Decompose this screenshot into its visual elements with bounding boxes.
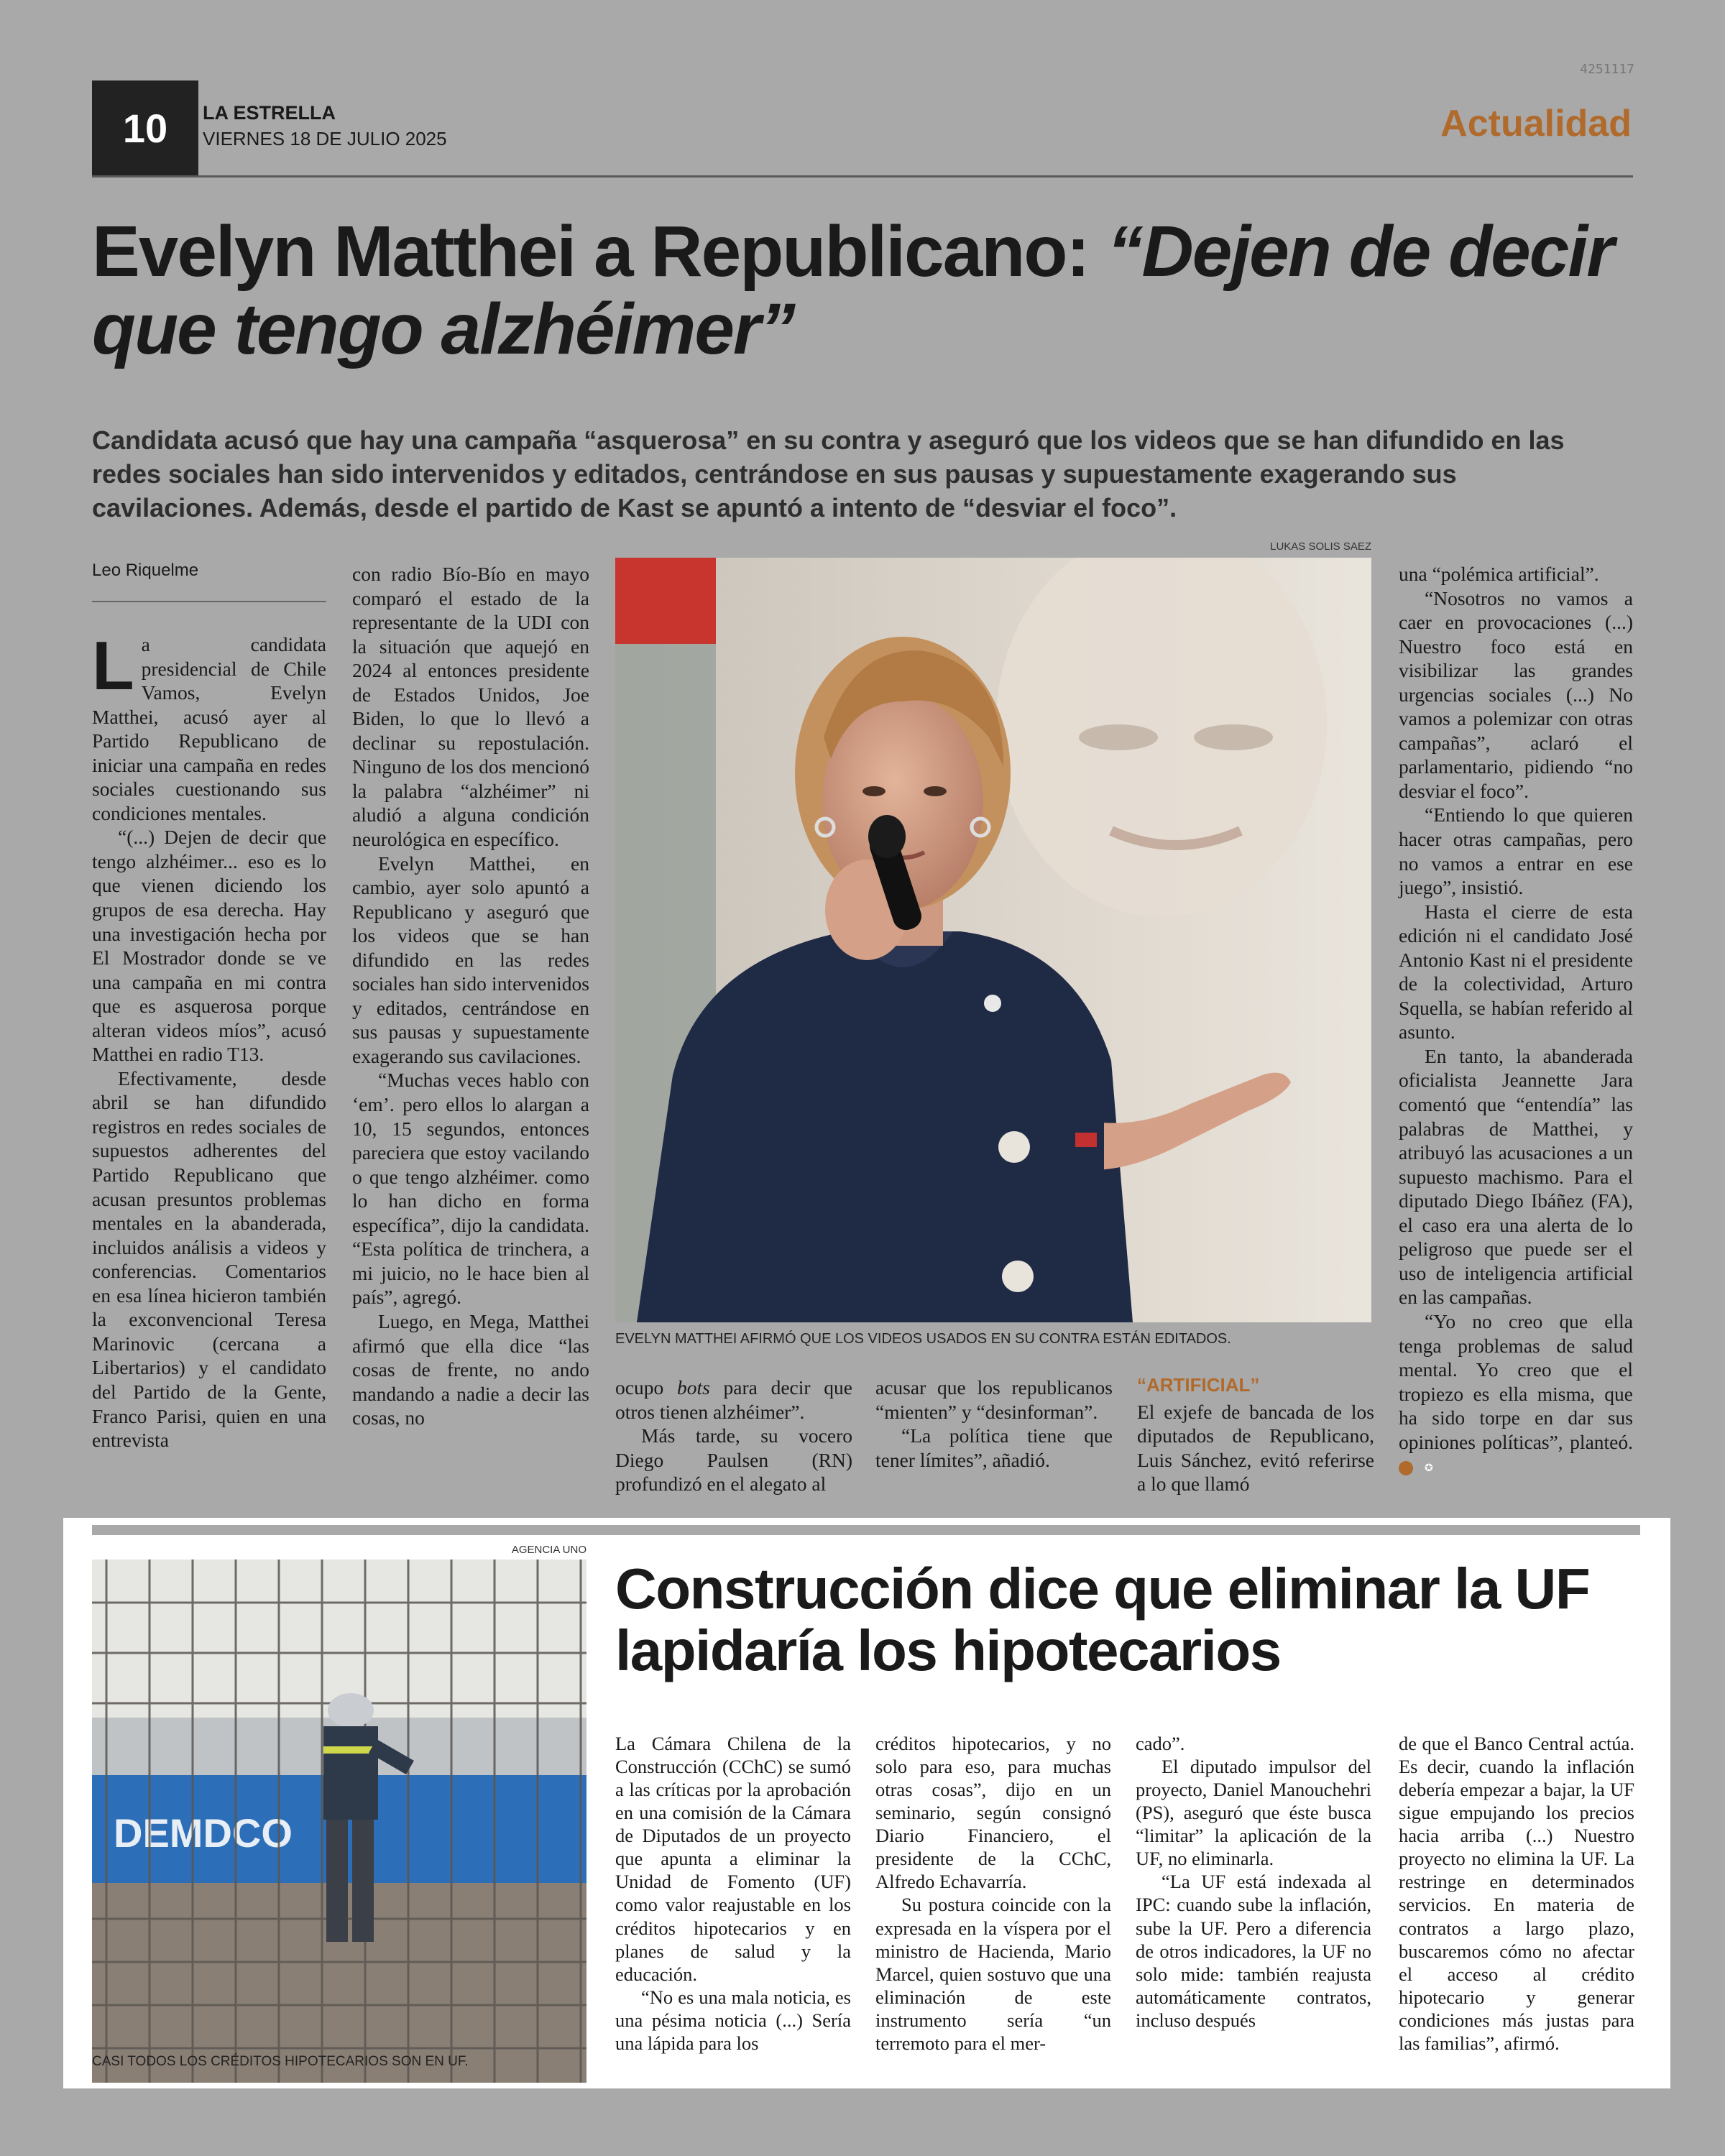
article1-col1-p3: Efectivamente, desde abril se han difundido registros en redes sociales de supuestos adherentes del Partido Republicano que acusan presuntos problemas mentales en la abanderada, incluidos análisis a videos y conferencias. Comentarios en esa línea hicieron también la exconvencional Teresa Marinovic (cercana a Libertarios) y el candidato del Partido de la Gente, Franco Parisi, quien en una entrevista: [92, 1067, 326, 1452]
article1-column-4: [875, 1376, 1113, 1472]
main-headline: [92, 213, 1637, 368]
photo2-credit: AGENCIA UNO: [511, 1544, 586, 1556]
end-of-article-icon: ✪: [1399, 1461, 1413, 1475]
article1-col2-p1: con radio Bío-Bío en mayo comparó el estado de la representante de la UDI con la situación que aquejó en 2024 al entonces presidente de Estados Unidos, Joe Biden, lo que lo llevó a declinar su repostulación. Ninguno de los dos mencionó la palabra “alzhéimer” ni aludió a alguna condición neurológica en específico.: [352, 563, 589, 851]
construction-photo: [92, 1560, 586, 2083]
article1-col4-p2: “La política tiene que tener límites”, añadió.: [875, 1424, 1113, 1471]
headline-quote: “Dejen de decir que tengo alzhéimer”: [92, 211, 1614, 369]
article1-col3-bots: bots: [676, 1376, 710, 1399]
article1-col1-p1: [92, 627, 326, 825]
article1-col2-p2: Evelyn Matthei, en cambio, ayer solo apuntó a Republicano y aseguró que los videos que se han difundido en las redes sociales han sido intervenidos y editados, centrándose en sus pausas y supuestamente exagerando sus cavilaciones.: [352, 852, 589, 1067]
article1-column-5: [1137, 1374, 1374, 1496]
article2-col2-p1: créditos hipotecarios, y no solo para eso, para muchas otras cosas”, dijo en un seminario, según consignó Diario Financiero, el presidente de la CChC, Alfredo Echavarría.: [875, 1733, 1111, 1893]
article2-col3-p3: “La UF está indexada al IPC: cuando sube la inflación, sube la UF. Pero a diferencia de otros indicadores, la UF no solo mide: también reajusta automáticamente contratos, incluso después: [1136, 1871, 1371, 2031]
article1-col3-p1c: para decir que otros tienen alzhéimer”.: [615, 1376, 852, 1423]
article-deck: Candidata acusó que hay una campaña “asquerosa” en su contra y aseguró que los videos que se han difundido en las redes sociales han sido intervenidos y editados, centrándose en sus pausas y supuestamente exagerando sus cavilaciones. Además, desde el partido de Kast se apuntó a intento de “desviar el foco”.: [92, 425, 1565, 522]
article1-col1-p1-text: a candidata presidencial de Chile Vamos, Evelyn Matthei, acusó ayer al Partido Republicano de iniciar una campaña en redes sociales cuestionando sus condiciones mentales.: [92, 633, 326, 824]
photo-caption: EVELYN MATTHEI AFIRMÓ QUE LOS VIDEOS USADOS EN SU CONTRA ESTÁN EDITADOS.: [615, 1331, 1231, 1347]
main-photo: [615, 558, 1371, 1322]
article1-col3-p1a: ocupo: [615, 1376, 677, 1399]
article1-col5-p1: El exjefe de bancada de los diputados de Republicano, Luis Sánchez, evitó referirse a lo que llamó: [1137, 1400, 1374, 1496]
article1-col6-p5: En tanto, la abanderada oficialista Jeannette Jara comentó que “entendía” las palabras de Matthei, y atribuyó las acusaciones a un supuesto machismo. Para el diputado Diego Ibáñez (FA), el caso era una alerta de lo peligroso que puede ser el uso de inteligencia artificial en las campañas.: [1399, 1044, 1633, 1309]
box-top-rule: [92, 1525, 1640, 1535]
article1-col2-p4: Luego, en Mega, Matthei afirmó que ella dice “las cosas de frente, no ando mandando a nadie a decir las cosas, no: [352, 1309, 589, 1429]
article1-col6-p2: “Nosotros no vamos a caer en provocaciones (...) Nuestro foco está en visibilizar las grandes urgencias sociales (...) No vamos a polemizar con otras campañas”, aclaró el parlamentario, pidiendo “no desviar el foco”.: [1399, 586, 1633, 802]
article2-column-4: [1399, 1732, 1634, 2055]
photo-sign-text: DEMDCO: [114, 1810, 293, 1856]
article1-column-6: [1399, 562, 1633, 1478]
article2-col1-p2: “No es una mala noticia, es una pésima noticia (...) Sería una lápida para los: [615, 1986, 851, 2054]
construction-photo-illustration: [92, 1560, 586, 2083]
article1-col6-p6: [1399, 1309, 1633, 1478]
article2-col4-p1: de que el Banco Central actúa. Es decir, cuando la inflación debería empezar a bajar, la UF sigue empujando los precios hacia arriba (...) Nuestro proyecto no elimina la UF. La restringe en determinados servicios. En materia de contratos a largo plazo, buscaremos cómo no afectar el acceso al crédito hipotecario y generar condiciones más justas para las familias”, afirmó.: [1399, 1733, 1634, 2054]
article1-col3-p1: [615, 1376, 852, 1424]
article1-col1-p2: “(...) Dejen de decir que tengo alzhéimer... eso es lo que vienen diciendo los grupos de esa derecha. Hay una investigación hecha por El Mostrador donde se ve una campaña en mi contra que es asquerosa porque alteran videos míos”, acusó Matthei en radio T13.: [92, 826, 326, 1066]
drop-cap: L: [92, 627, 134, 704]
article1-col2-p3: “Muchas veces hablo con ‘em’. pero ellos lo alargan a 10, 15 segundos, entonces pareciera que estoy vacilando o que tengo alzhéimer. como lo han dicho en forma específica”, dijo la candidata. “Esta política de trinchera, a mi juicio, no le hace bien al país”, agregó.: [352, 1069, 589, 1309]
section-subhead: “ARTIFICIAL”: [1137, 1374, 1260, 1396]
secondary-article: [63, 1518, 1670, 2088]
page-header: [92, 80, 1633, 178]
article2-col2-p2: Su postura coincide con la expresada en la víspera por el ministro de Hacienda, Mario Marcel, quien sostuvo que una eliminación de este instrumento sería “un terremoto para el mer-: [875, 1894, 1111, 2054]
secondary-headline: Construcción dice que eliminar la UF lapidaría los hipotecarios: [615, 1557, 1590, 1683]
page-code: 4251117: [1580, 62, 1634, 77]
article1-col6-p3: “Entiendo lo que quieren hacer otras campañas, pero no vamos a entrar en ese juego”, insistió.: [1399, 803, 1633, 899]
article1-column-3: [615, 1376, 852, 1496]
section-label: Actualidad: [1440, 103, 1632, 144]
article2-col3-p1: cado”.: [1136, 1733, 1185, 1754]
article2-column-1: [615, 1732, 851, 2055]
article1-col6-p4: Hasta el cierre de esta edición ni el candidato José Antonio Kast ni el presidente de la colectividad, Arturo Squella, se habían referido al asunto.: [1399, 900, 1633, 1044]
main-photo-illustration: [615, 558, 1371, 1322]
byline: Leo Riquelme: [92, 561, 326, 602]
article1-col3-p2: Más tarde, su vocero Diego Paulsen (RN) profundizó en el alegato al: [615, 1424, 852, 1496]
headline-plain: Evelyn Matthei a Republicano:: [92, 211, 1108, 292]
article2-column-3: [1136, 1732, 1371, 2032]
photo2-caption: CASI TODOS LOS CRÉDITOS HIPOTECARIOS SON EN UF.: [92, 2054, 469, 2069]
photo-credit: LUKAS SOLIS SAEZ: [1270, 540, 1371, 553]
article1-column-2: [352, 562, 589, 1430]
article1-col6-p1: una “polémica artificial”.: [1399, 563, 1599, 585]
article1-column-1: [92, 627, 326, 1452]
article2-column-2: [875, 1732, 1111, 2055]
article2-col1-p1: La Cámara Chilena de la Construcción (CChC) se sumó a las críticas por la aprobación en una comisión de la Cámara de Diputados de un proyecto que apunta a eliminar la Unidad de Fomento (UF) como valor reajustable en los créditos hipotecarios y en planes de salud y la educación.: [615, 1733, 851, 1985]
edition-date: VIERNES 18 DE JULIO 2025: [203, 128, 447, 149]
article1-col4-p1: acusar que los republicanos “mienten” y “desinforman”.: [875, 1376, 1113, 1423]
article2-col3-p2: El diputado impulsor del proyecto, Daniel Manouchehri (PS), aseguró que éste busca “limitar” la aplicación de la UF, no eliminarla.: [1136, 1756, 1371, 1870]
newspaper-name: LA ESTRELLA: [203, 102, 336, 124]
article1-col6-p6-text: “Yo no creo que ella tenga problemas de salud mental. Yo creo que el tropiezo es ella misma, que ha sido torpe en dar sus opiniones políticas”, planteó.: [1399, 1309, 1633, 1453]
page-number: 10: [92, 80, 198, 175]
